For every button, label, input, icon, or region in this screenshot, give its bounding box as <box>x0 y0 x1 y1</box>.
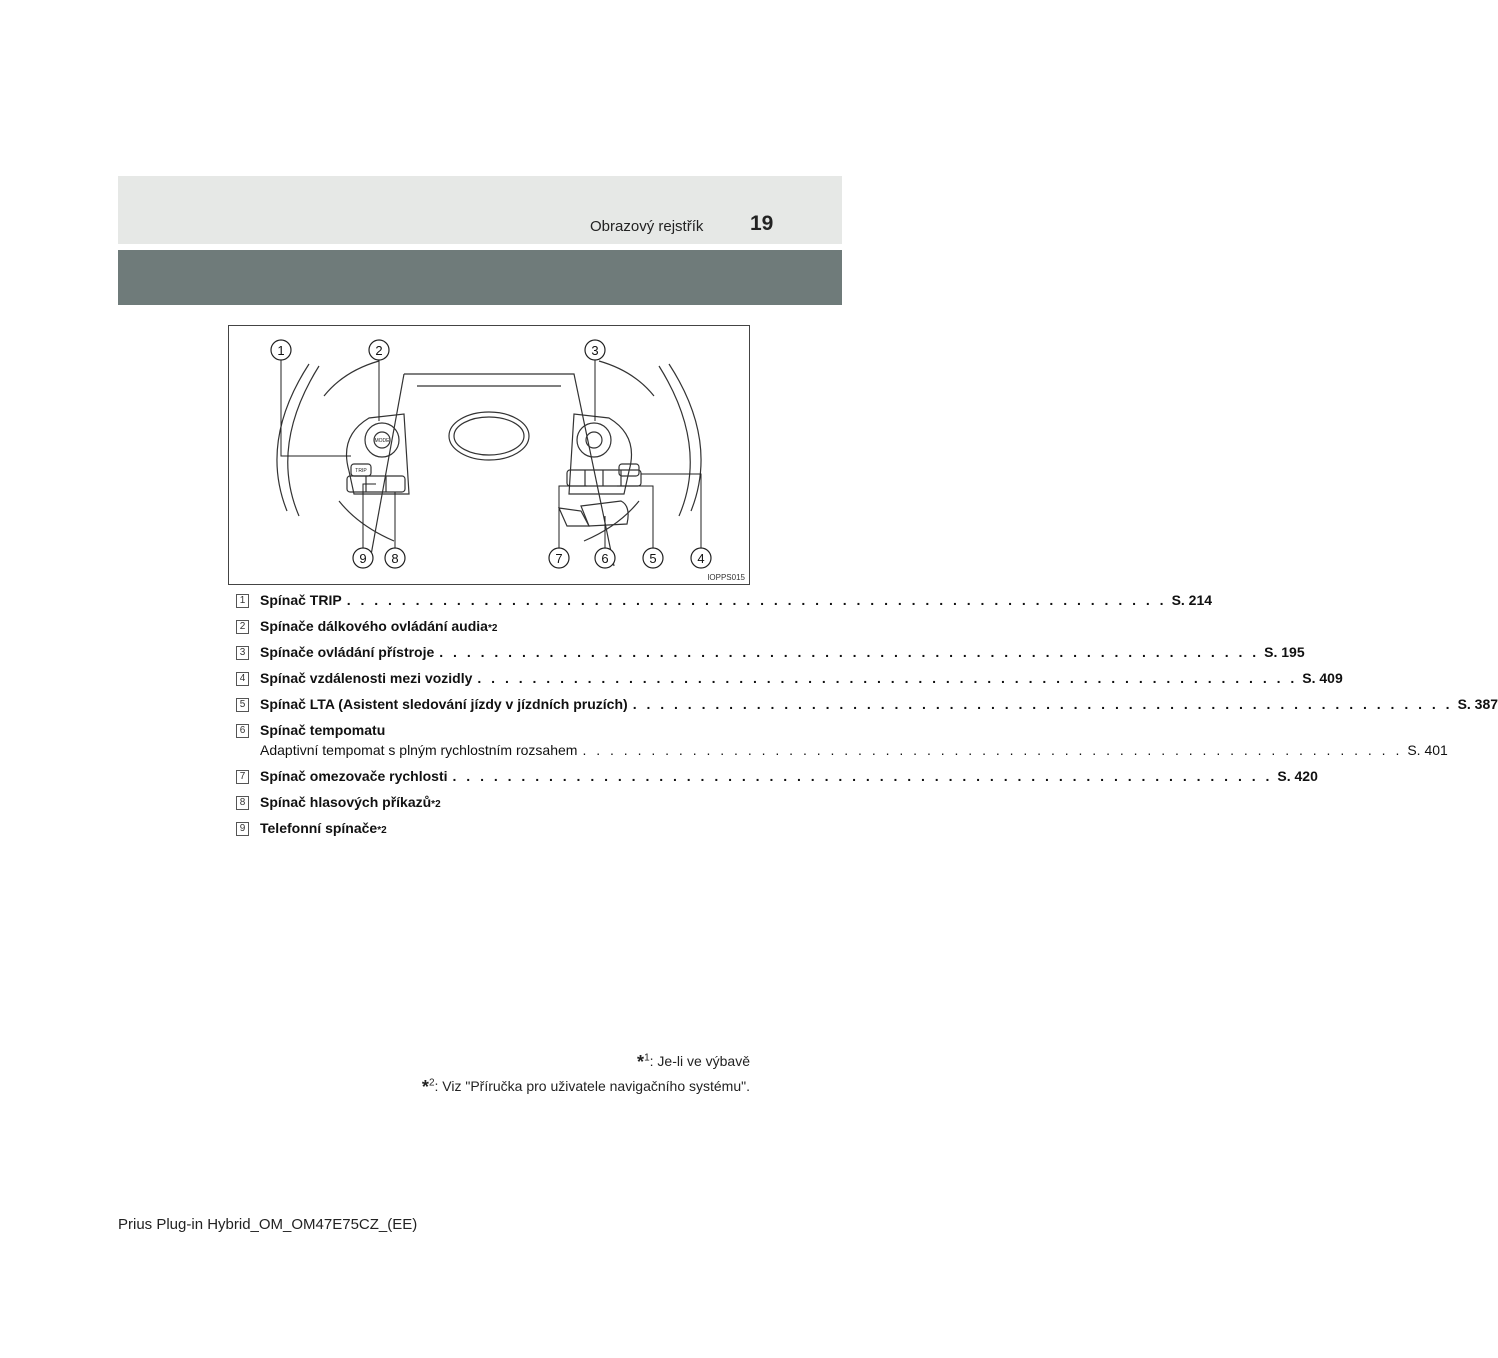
dot-leader: . . . . . . . . . . . . . . . . . . . . . . . . . . . . . . . . . . . . . . . . . . . . . . . . . . . . . . . . . . . . <box>632 696 1453 712</box>
section-tab-bar <box>118 250 842 305</box>
callout-6: 6 <box>601 551 609 566</box>
item-number: 1 <box>236 594 249 608</box>
item-number: 9 <box>236 822 249 836</box>
item-number: 7 <box>236 770 249 784</box>
footnote-mark: *2 <box>377 825 387 836</box>
item-label: Spínač LTA (Asistent sledování jízdy v jízdních pruzích) <box>260 696 628 712</box>
page-ref: S. 214 <box>1171 592 1213 608</box>
item-number: 3 <box>236 646 249 660</box>
page-number: 19 <box>750 212 774 235</box>
dot-leader: . . . . . . . . . . . . . . . . . . . . . . . . . . . . . . . . . . . . . . . . . . . . . . . . . . . . . . . . . . . . <box>346 592 1167 608</box>
header-band <box>118 176 842 244</box>
figure-code: IOPPS015 <box>707 573 745 582</box>
steering-wheel-figure <box>228 325 750 585</box>
dot-leader: . . . . . . . . . . . . . . . . . . . . . . . . . . . . . . . . . . . . . . . . . . . . . . . . . . . . . . . . . . . . <box>477 670 1298 686</box>
steering-wheel-illustration <box>229 326 749 584</box>
item-label: Spínač hlasových příkazů <box>260 794 432 810</box>
document-footer: Prius Plug-in Hybrid_OM_OM47E75CZ_(EE) <box>118 1216 418 1233</box>
item-label: Telefonní spínače <box>260 820 378 836</box>
callout-7: 7 <box>555 551 563 566</box>
footnote-mark: *2 <box>487 623 498 634</box>
dot-leader: . . . . . . . . . . . . . . . . . . . . . . . . . . . . . . . . . . . . . . . . . . . . . . . . . . . . . . . . . . . . <box>439 644 1260 660</box>
page-ref: S. 195 <box>1264 644 1305 660</box>
page-ref: S. 420 <box>1277 768 1318 784</box>
footnotes <box>422 1052 750 1102</box>
trip-button-label: TRIP <box>355 468 367 474</box>
item-label: Spínače ovládání přístroje <box>260 644 435 660</box>
item-label: Spínače dálkového ovládání audia <box>260 618 488 634</box>
item-label: Spínač vzdálenosti mezi vozidly <box>260 670 473 686</box>
item-label: Spínač tempomatu <box>260 722 386 738</box>
mode-button-label: MODE <box>374 438 390 444</box>
item-number: 5 <box>236 698 249 712</box>
item-number: 2 <box>236 620 249 634</box>
item-label: Spínač TRIP <box>260 592 342 608</box>
callout-1: 1 <box>277 343 285 358</box>
page-ref: S. 409 <box>1302 670 1343 686</box>
callout-4: 4 <box>697 551 705 566</box>
callout-8: 8 <box>391 551 399 566</box>
page-ref: S. 387 <box>1457 696 1498 712</box>
item-sub-label: Adaptivní tempomat s plným rychlostním rozsahem <box>260 742 578 758</box>
footnote-2: *$^2$: Viz "Příručka pro uživatele navigačního systému". <box>421 1077 750 1097</box>
section-title: Obrazový rejstřík <box>590 218 704 235</box>
item-number: 6 <box>236 724 249 738</box>
dot-leader: . . . . . . . . . . . . . . . . . . . . . . . . . . . . . . . . . . . . . . . . . . . . . . . . . . . . . . . . . . . . <box>452 768 1273 784</box>
page-ref: S. 401 <box>1407 742 1448 758</box>
footnote-mark: *2 <box>431 799 441 810</box>
callout-3: 3 <box>591 343 599 358</box>
callout-2: 2 <box>375 343 383 358</box>
item-label: Spínač omezovače rychlosti <box>260 768 448 784</box>
callout-9: 9 <box>359 551 367 566</box>
dot-leader: . . . . . . . . . . . . . . . . . . . . . . . . . . . . . . . . . . . . . . . . . . . . . . . . . . . . . . . . . . . . <box>582 742 1403 758</box>
item-number: 4 <box>236 672 249 686</box>
item-number: 8 <box>236 796 249 810</box>
callout-5: 5 <box>649 551 657 566</box>
footnote-1: *$^1$: Je-li ve výbavě <box>637 1052 750 1072</box>
